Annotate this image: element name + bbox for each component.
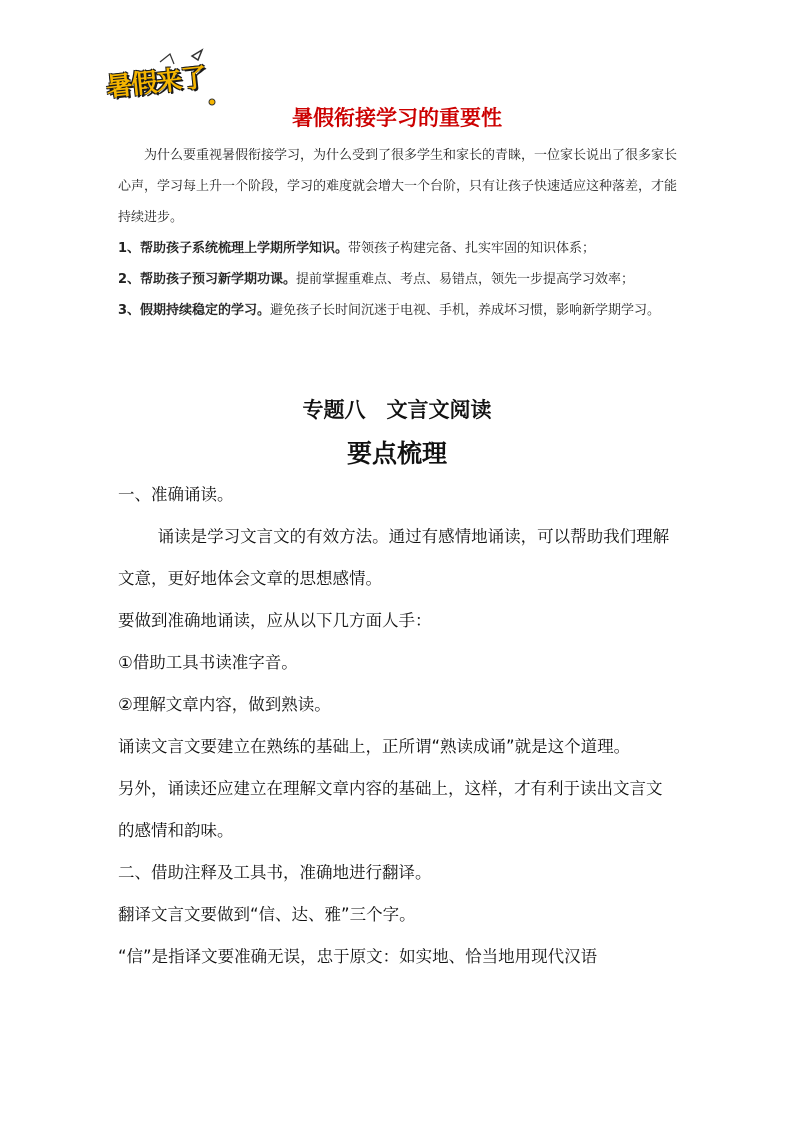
intro-point-3	[118, 295, 678, 326]
section-2-heading: 二、借助注释及工具书，准确地进行翻译。	[118, 863, 432, 882]
point-2-bold: 2、帮助孩子预习新学期功课。	[118, 272, 297, 287]
point-2-text: 提前掌握重难点、考点、易错点，领先一步提高学习效率；	[296, 272, 635, 287]
paragraph-6: “信”是指译文要准确无误，忠于原文：如实地、恰当地用现代汉语	[118, 947, 598, 966]
paragraph-4: 另外，诵读还应建立在理解文章内容的基础上，这样，才有利于读出文言文的感情和韵味。	[118, 779, 663, 840]
point-3-text: 避免孩子长时间沉迷于电视、手机，养成坏习惯，影响新学期学习。	[270, 303, 661, 318]
page-title: 暑假衔接学习的重要性	[292, 106, 502, 130]
point-1-bold: 1、帮助孩子系统梳理上学期所学知识。	[118, 241, 349, 256]
intro-point-2	[118, 264, 678, 295]
list-item-2: ②理解文章内容，做到熟读。	[118, 695, 331, 714]
logo-text: 暑假来了	[104, 62, 208, 104]
paragraph-2: 要做到准确地诵读，应从以下几方面人手：	[118, 611, 432, 630]
topic-subtitle: 要点梳理	[346, 439, 447, 468]
point-3-bold: 3、假期持续稳定的学习。	[118, 303, 271, 318]
paragraph-1: 诵读是学习文言文的有效方法。通过有感情地诵读，可以帮助我们理解文意，更好地体会文章的思想感情。	[118, 527, 670, 588]
intro-section	[118, 140, 678, 326]
topic-title: 专题八 文言文阅读	[302, 398, 492, 422]
list-item-1: ①借助工具书读准字音。	[118, 653, 298, 672]
paragraph-5: 翻译文言文要做到“信、达、雅”三个字。	[118, 905, 416, 924]
intro-point-1	[118, 233, 678, 264]
paragraph-3: 诵读文言文要建立在熟练的基础上，正所谓“熟读成诵”就是这个道理。	[118, 737, 631, 756]
content-body	[118, 474, 678, 978]
point-1-text: 带领孩子构建完备、扎实牢固的知识体系；	[348, 241, 596, 256]
intro-paragraph: 为什么要重视暑假衔接学习，为什么受到了很多学生和家长的青睐，一位家长说出了很多家长心声，学习每上升一个阶段，学习的难度就会增大一个台阶，只有让孩子快速适应这种落差，才能持续进步。	[118, 148, 678, 225]
section-1-heading: 一、准确诵读。	[118, 485, 234, 504]
